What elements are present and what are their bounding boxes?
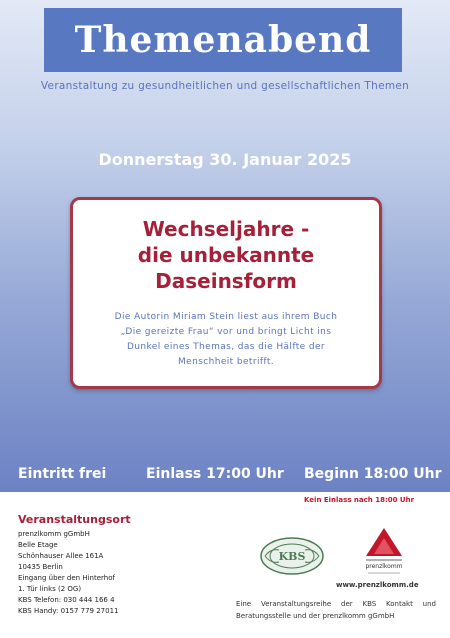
svg-text:KBS: KBS — [278, 550, 306, 563]
start-time: Beginn 18:00 Uhr — [304, 466, 442, 482]
svg-text:prenzlkomm: prenzlkomm — [365, 563, 403, 570]
venue-heading: Veranstaltungsort — [18, 513, 131, 526]
description-line: Menschheit betrifft. — [177, 357, 275, 367]
prenzlkomm-logo — [358, 526, 410, 582]
website-link[interactable]: www.prenzlkomm.de — [336, 581, 419, 589]
footer-note: Eine Veranstaltungsreihe der KBS Kontakt und Beratungsstelle und der prenzlkomm gGmbH — [236, 600, 436, 620]
event-title-line: Wechseljahre - — [142, 217, 310, 241]
description-line: Die Autorin Miriam Stein liest aus ihrem Buch — [114, 312, 338, 322]
admission-time: Einlass 17:00 Uhr — [146, 466, 284, 482]
event-title-line: die unbekannte — [137, 243, 315, 267]
venue-line: 1. Tür links (2 OG) — [18, 585, 82, 593]
event-description — [99, 310, 353, 370]
page-title: Themenabend — [74, 19, 372, 61]
event-title-line: Daseinsform — [155, 269, 297, 293]
late-entry-notice: Kein Einlass nach 18:00 Uhr — [304, 496, 415, 504]
venue-line: KBS Handy: 0157 779 27011 — [18, 607, 119, 615]
subtitle: Veranstaltung zu gesundheitlichen und gesellschaftlichen Themen — [40, 80, 410, 92]
venue-line: 10435 Berlin — [18, 563, 63, 571]
event-date: Donnerstag 30. Januar 2025 — [98, 150, 352, 169]
venue-address — [18, 529, 238, 617]
kbs-logo — [259, 536, 325, 580]
description-line: „Die gereizte Frau“ vor und bringt Licht ins — [120, 327, 332, 337]
venue-line: Schönhauser Allee 161A — [18, 552, 104, 560]
title-band — [44, 8, 402, 72]
entry-info: Eintritt frei — [18, 466, 107, 482]
event-title — [73, 216, 379, 294]
description-line: Dunkel eines Themas, das die Hälfte der — [126, 342, 326, 352]
venue-line: Belle Etage — [18, 541, 58, 549]
venue-line: KBS Telefon: 030 444 166 4 — [18, 596, 115, 604]
event-card — [70, 197, 382, 389]
venue-line: Eingang über den Hinterhof — [18, 574, 115, 582]
venue-line: prenzlkomm gGmbH — [18, 530, 90, 538]
